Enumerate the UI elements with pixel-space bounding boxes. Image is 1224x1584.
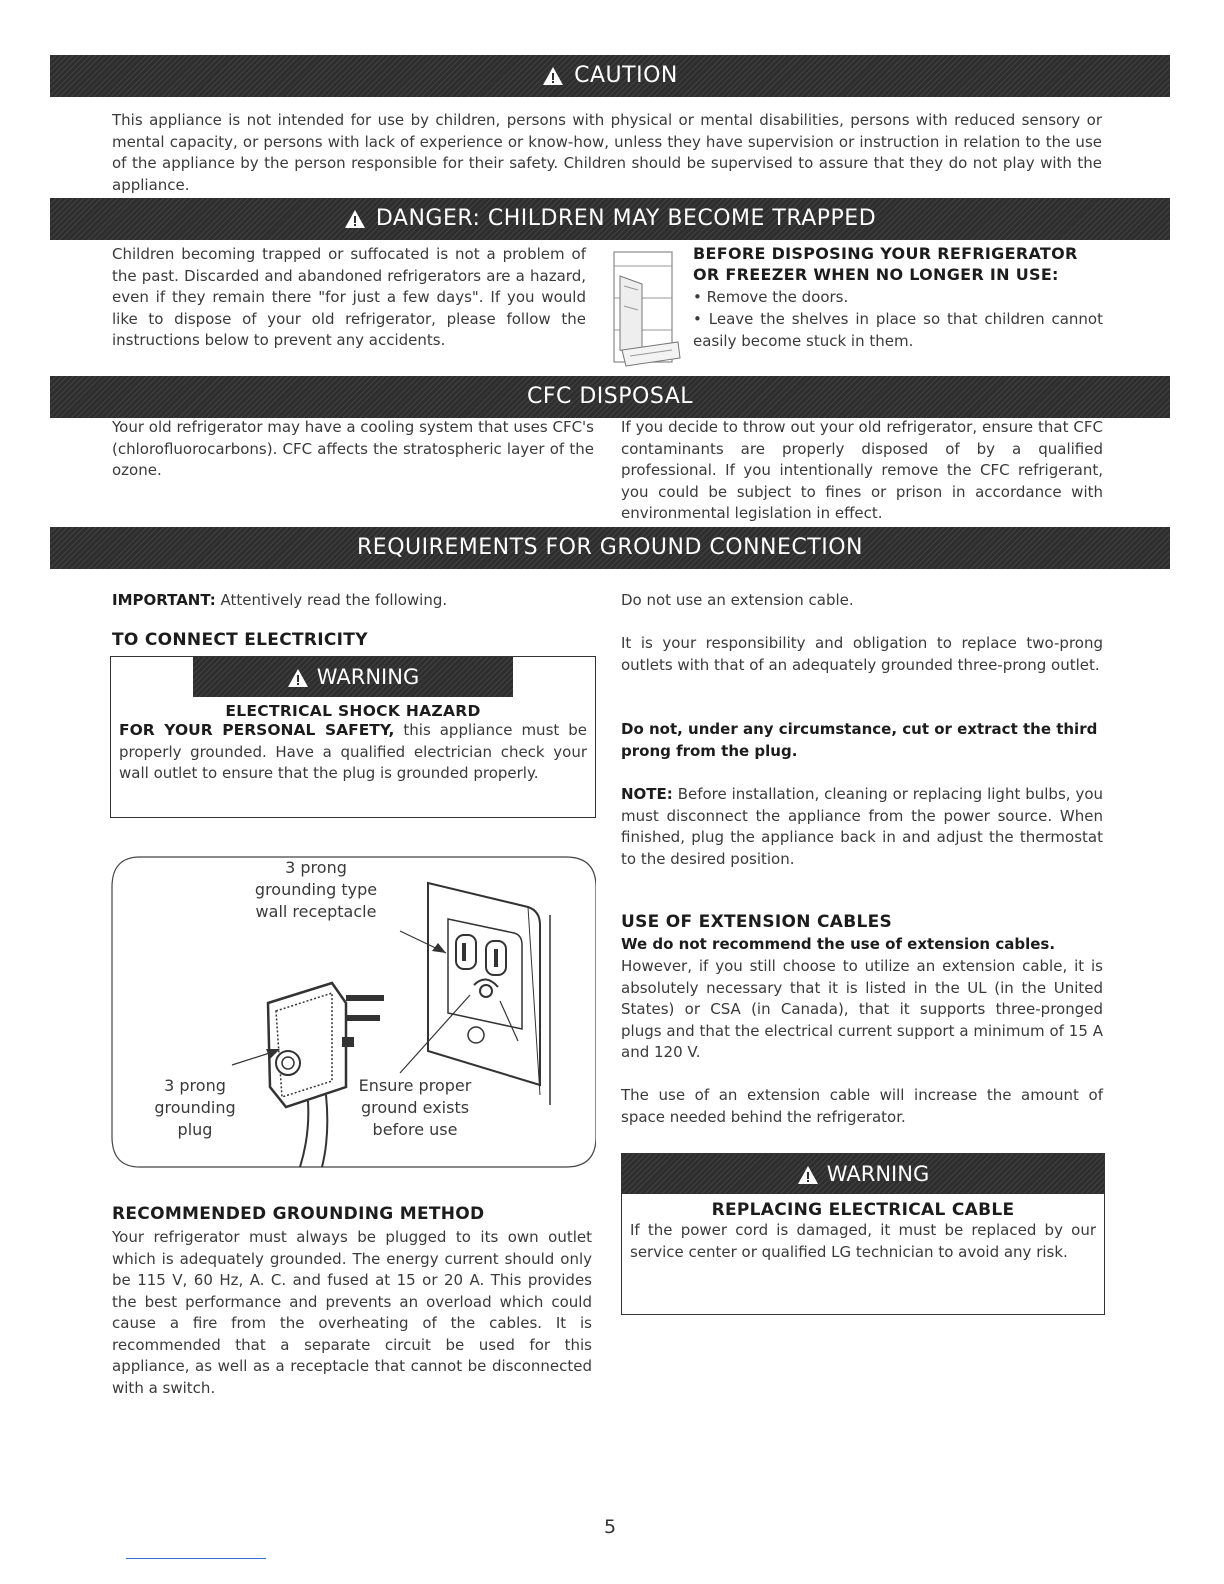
danger-left-text: Children becoming trapped or suffocated is not a problem of the past. Discarded and abandoned refrigerators are a hazard, even if they remain there "for just a few days". If you would like to dispose of your old refrigerator, please follow the instructions below to prevent any accidents. — [112, 245, 586, 349]
danger-title: DANGER: CHILDREN MAY BECOME TRAPPED — [375, 206, 877, 231]
receptacle-label: 3 prong grounding type wall receptacle — [254, 858, 378, 921]
ground-banner — [50, 527, 1170, 569]
recommended-heading: RECOMMENDED GROUNDING METHOD — [112, 1204, 485, 1224]
cfc-left-text: Your old refrigerator may have a cooling system that uses CFC's (chlorofluorocarbons). CFC affects the stratospheric layer of the ozone. — [112, 418, 594, 479]
warning-triangle-icon — [542, 66, 564, 86]
footer-rule — [126, 1558, 266, 1559]
warning1-text-block — [111, 720, 595, 785]
warning1-subtitle: ELECTRICAL SHOCK HAZARD — [225, 702, 481, 720]
open-refrigerator-illustration — [600, 246, 684, 370]
replace-cable-warning-box — [621, 1153, 1105, 1315]
connect-heading: TO CONNECT ELECTRICITY — [112, 630, 368, 650]
warning2-subtitle: REPLACING ELECTRICAL CABLE — [711, 1200, 1015, 1220]
caution-banner — [50, 55, 1170, 97]
warning-triangle-icon — [344, 209, 366, 229]
grounding-plug-figure — [110, 855, 596, 1169]
warning1-lead: FOR YOUR PERSONAL SAFETY, — [119, 721, 395, 739]
electrical-shock-warning-box — [110, 656, 596, 818]
plug-label: 3 prong grounding plug — [154, 1076, 236, 1139]
note-text: Before installation, cleaning or replacing light bulbs, you must disconnect the appliance from the power source. When finished, plug the appliance back in and adjust the thermostat to the desired position. — [621, 785, 1103, 868]
warning-triangle-icon — [797, 1165, 819, 1185]
warning1-text: this appliance must be properly grounded. Have a qualified electrician check your wall outlet to ensure that the plug is grounded properly. — [119, 721, 587, 782]
extension-bold-text: We do not recommend the use of extension cables. — [621, 935, 1056, 953]
danger-right-heading: BEFORE DISPOSING YOUR REFRIGERATOR OR FREEZER WHEN NO LONGER IN USE: — [693, 244, 1078, 284]
responsibility-text: It is your responsibility and obligation to replace two-prong outlets with that of an adequately grounded three-prong outlet. — [621, 634, 1103, 674]
danger-bullet-1: • Remove the doors. — [693, 288, 849, 306]
important-text: Attentively read the following. — [215, 591, 448, 609]
cfc-title: CFC DISPOSAL — [526, 384, 694, 409]
warning1-banner — [193, 657, 513, 697]
extension-heading: USE OF EXTENSION CABLES — [621, 912, 893, 932]
ground-title: REQUIREMENTS FOR GROUND CONNECTION — [357, 535, 863, 560]
warning2-banner — [622, 1154, 1104, 1194]
note-label: NOTE: — [621, 785, 673, 803]
important-line — [112, 590, 592, 612]
recommended-text: Your refrigerator must always be plugged to its own outlet which is adequately grounded. The energy current should only be 115 V, 60 Hz, A. C. and fused at 15 or 20 A. This provides the best performance and prevents an overload which could cause a fire from the overheating of the cables. It is recommended that a separate circuit be used for this appliance, as well as a receptacle that cannot be disconnected with a switch. — [112, 1228, 592, 1397]
warning-triangle-icon — [287, 668, 309, 688]
extension-text: However, if you still choose to utilize an extension cable, it is absolutely necessary that it is listed in the UL (in the United States) or CSA (in Canada), that it supports three-pronged plugs and that the electrical current support a minimum of 15 A and 120 V. — [621, 957, 1103, 1061]
warning2-text: If the power cord is damaged, it must be replaced by our service center or qualified LG technician to avoid any risk. — [630, 1221, 1096, 1261]
cfc-right-text: If you decide to throw out your old refrigerator, ensure that CFC contaminants are properly disposed of by a qualified professional. If you intentionally remove the CFC refrigerant, you could be subject to fines or prison in accordance with environmental legislation in effect. — [621, 418, 1103, 522]
do-not-cut-text: Do not, under any circumstance, cut or extract the third prong from the plug. — [621, 720, 1098, 760]
page-number: 5 — [603, 1516, 617, 1538]
danger-bullet-2: • Leave the shelves in place so that children cannot easily become stuck in them. — [693, 310, 1103, 350]
cfc-banner — [50, 376, 1170, 418]
extension-space-text: The use of an extension cable will increase the amount of space needed behind the refrigerator. — [621, 1086, 1103, 1126]
warning1-title: WARNING — [316, 665, 420, 689]
ensure-ground-label: Ensure proper ground exists before use — [358, 1076, 472, 1139]
important-label: IMPORTANT: — [112, 591, 216, 609]
danger-banner — [50, 198, 1170, 240]
caution-title: CAUTION — [574, 63, 678, 88]
caution-text: This appliance is not intended for use by children, persons with physical or mental disabilities, persons with reduced sensory or mental capacity, or persons with lack of experience or know-how, unless they have supervision or instruction in relation to the use of the appliance by the person responsible for their safety. Children should be supervised to assure that they do not play with the appliance. — [112, 111, 1102, 194]
warning2-title: WARNING — [826, 1162, 930, 1186]
no-extension-text: Do not use an extension cable. — [621, 591, 854, 609]
note-block — [621, 784, 1103, 870]
